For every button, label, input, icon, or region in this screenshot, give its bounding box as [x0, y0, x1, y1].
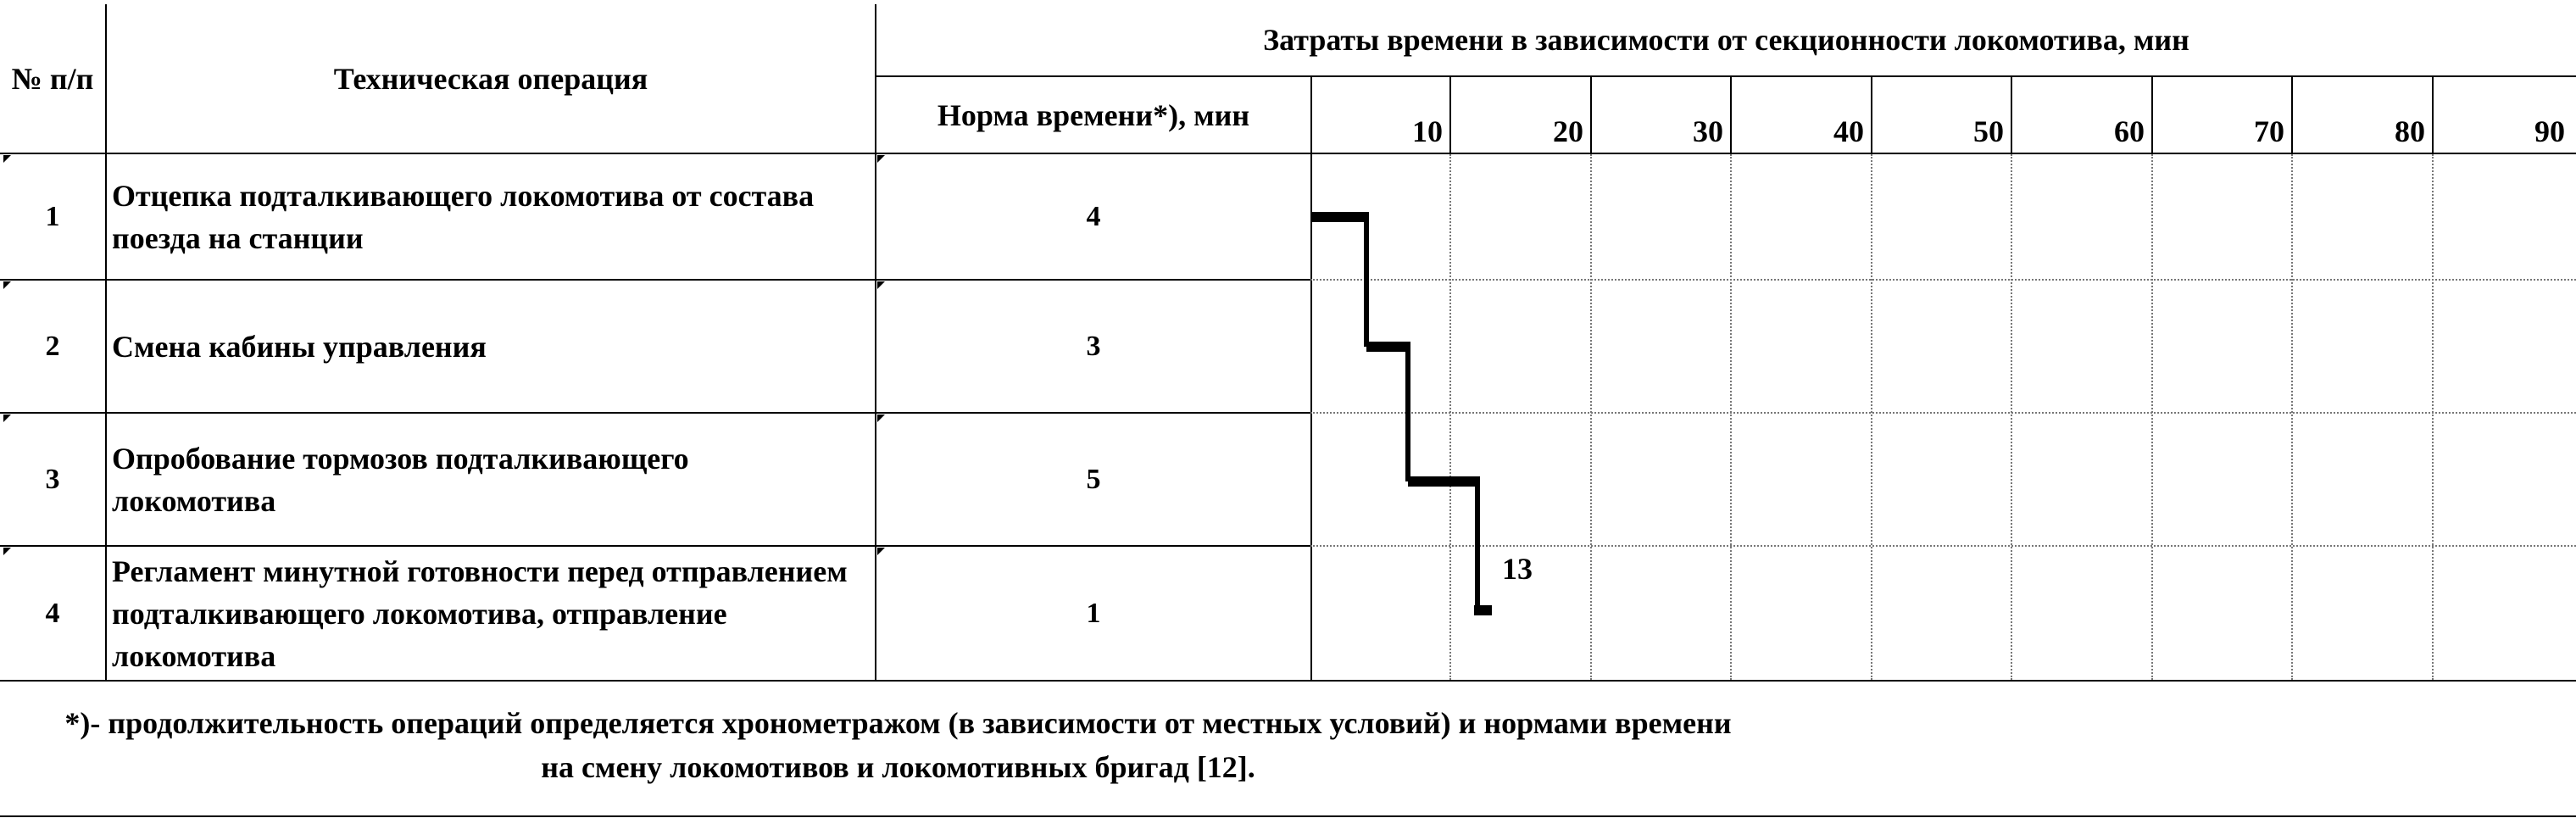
header-operation-label: Техническая операция: [333, 61, 648, 96]
scale-tick-label: 40: [1833, 114, 1864, 148]
row-num-label: 2: [45, 330, 60, 362]
chart-gridline: [2151, 154, 2153, 680]
scale-divider: [1871, 75, 1872, 154]
scale-tick-label: 20: [1553, 114, 1583, 148]
header-norm-label: Норма времени*), мин: [937, 97, 1250, 132]
row-3-operation: [112, 414, 807, 545]
chart-gridline: [1310, 412, 2576, 414]
chart-gridline: [2432, 154, 2434, 680]
row-2-num: [0, 281, 105, 412]
row-3-norm: [876, 414, 1310, 545]
scale-divider: [1590, 75, 1592, 154]
row-num-label: 1: [45, 200, 60, 232]
row-4-num: [0, 547, 105, 680]
header-group-title: [876, 4, 2576, 75]
chart-gridline: [2011, 154, 2012, 680]
gantt-bar: [1474, 605, 1492, 615]
gantt-bar: [1310, 212, 1366, 222]
scale-tick-label: 10: [1412, 114, 1443, 148]
scale-tick-label: 70: [2254, 114, 2284, 148]
scale-divider: [2011, 75, 2012, 154]
column-border: [1310, 75, 1312, 680]
scale-divider: [2432, 75, 2434, 154]
header-num: [0, 4, 105, 153]
header-norm: [876, 77, 1310, 153]
header-num-label: № п/п: [11, 61, 94, 96]
row-border: [0, 680, 2576, 682]
scale-tick-label: 30: [1693, 114, 1723, 148]
chart-gridline: [1871, 154, 1872, 680]
scale-tick-label: 90: [2534, 114, 2565, 148]
row-4-operation: [112, 547, 866, 680]
chart-gridline: [1590, 154, 1592, 680]
gantt-connector: [1364, 212, 1369, 347]
row-num-label: 3: [45, 463, 60, 495]
operation-label: Отцепка подталкивающего локомотива от состава поезда на станции: [112, 178, 815, 255]
footnote-line-2: на смену локомотивов и локомотивных бригад [12].: [541, 750, 1255, 784]
norm-label: 3: [1086, 330, 1101, 362]
norm-label: 4: [1086, 200, 1101, 232]
row-1-num: [0, 154, 105, 279]
chart-gridline: [1310, 545, 2576, 547]
row-border: [0, 815, 2576, 817]
row-num-label: 4: [45, 597, 60, 629]
row-1-norm: [876, 154, 1310, 279]
header-operation: [107, 4, 875, 153]
scale-tick-label: 50: [1973, 114, 2004, 148]
gantt-bar: [1366, 342, 1408, 352]
header-group-title-label: Затраты времени в зависимости от секционности локомотива, мин: [1263, 23, 2189, 57]
gantt-bar: [1408, 476, 1477, 487]
chart-gridline: [1449, 154, 1451, 680]
chart-gridline: [1310, 279, 2576, 281]
end-time-label: 13: [1502, 552, 1533, 586]
operation-label: Смена кабины управления: [112, 329, 487, 364]
chart-gridline: [2291, 154, 2293, 680]
scale-tick-label: 60: [2114, 114, 2145, 148]
scale-tick-label: 80: [2395, 114, 2425, 148]
norm-label: 5: [1086, 463, 1101, 495]
operation-label: Опробование тормозов подталкивающего локомотива: [112, 441, 689, 518]
footnote-line-1: *)- продолжительность операций определяется хронометражом (в зависимости от местных условий) и нормами времени: [64, 706, 1732, 740]
row-1-operation: [112, 154, 866, 279]
operation-label: Регламент минутной готовности перед отправлением подталкивающего локомотива, отправление локомотива: [112, 554, 848, 673]
row-2-norm: [876, 281, 1310, 412]
row-3-num: [0, 414, 105, 545]
scale-divider: [2291, 75, 2293, 154]
scale-divider: [1449, 75, 1451, 154]
chart-gridline: [1730, 154, 1732, 680]
scale-divider: [2151, 75, 2153, 154]
gantt-connector: [1405, 342, 1410, 481]
gantt-connector: [1475, 476, 1480, 610]
row-2-operation: [112, 281, 866, 412]
row-4-norm: [876, 547, 1310, 680]
norm-label: 1: [1086, 597, 1101, 629]
scale-divider: [1730, 75, 1732, 154]
